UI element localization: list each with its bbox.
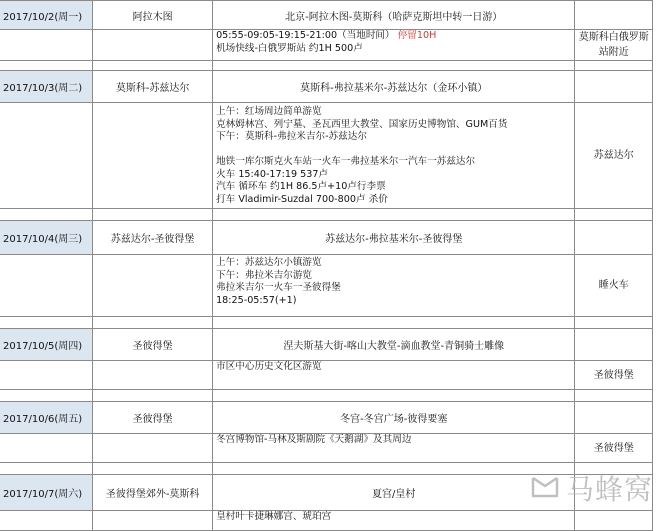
lodging-header-cell <box>575 1 653 30</box>
detail-row <box>0 103 653 209</box>
spacer-row <box>0 61 653 71</box>
empty-cell <box>93 30 213 61</box>
lodging-cell <box>575 511 653 531</box>
route-cell: 苏兹达尔-弗拉基米尔-圣彼得堡 <box>213 221 575 255</box>
detail-cell <box>213 361 575 390</box>
mafengwo-logo-icon <box>530 474 560 503</box>
empty-cell <box>93 511 213 531</box>
empty-cell <box>93 103 213 209</box>
detail-line: 下午：弗拉米吉尔游览 <box>216 269 313 281</box>
lodging-header-cell <box>575 402 653 434</box>
detail-line: 地铁一库尔斯克火车站一火车一弗拉基米尔一汽车一苏兹达尔 <box>216 156 476 167</box>
detail-cell <box>213 434 575 463</box>
day-row <box>0 71 653 103</box>
lodging-cell: 莫斯科白俄罗斯站附近 <box>575 30 653 61</box>
detail-line: 冬宫博物馆-马林及斯剧院《天鹅湖》及其周边 <box>216 434 412 445</box>
detail-line: 弗拉米吉尔一火车一圣彼得堡 <box>216 282 341 293</box>
detail-line: 打车 Vladimir-Suzdal 700-800卢 杀价 <box>216 193 388 205</box>
city-cell: 苏兹达尔-圣彼得堡 <box>93 221 213 255</box>
route-cell: 夏宫/皇村 <box>213 475 575 511</box>
route-cell: 北京-阿拉木图-莫斯科（哈萨克斯坦中转一日游） <box>213 1 575 30</box>
route-cell: 莫斯科-弗拉基米尔-苏兹达尔（金环小镇） <box>213 71 575 103</box>
detail-line: 克林姆林宫、列宁墓、圣瓦西里大教堂、国家历史博物馆、GUM百货 <box>216 118 508 130</box>
route-cell: 涅夫斯基大街-喀山大教堂-滴血教堂-青铜骑士雕像 <box>213 329 575 361</box>
empty-cell <box>93 361 213 390</box>
detail-cell <box>213 511 575 531</box>
day-row <box>0 1 653 30</box>
detail-line: 机场快线-白俄罗斯站 约1H 500卢 <box>216 42 363 54</box>
city-cell: 圣彼得堡 <box>93 329 213 361</box>
day-row <box>0 329 653 361</box>
spacer-row <box>0 209 653 221</box>
lodging-cell: 睡火车 <box>575 255 653 317</box>
detail-line: 皇村叶卡捷琳娜宫、琥珀宫 <box>216 511 332 522</box>
detail-line <box>216 144 571 157</box>
detail-line: 市区中心历史文化区游览 <box>216 361 322 372</box>
watermark <box>530 468 653 508</box>
empty-cell <box>0 30 93 61</box>
lodging-header-cell <box>575 329 653 361</box>
empty-cell <box>93 255 213 317</box>
city-cell: 圣彼得堡 <box>93 402 213 434</box>
empty-cell <box>0 103 93 209</box>
city-cell: 阿拉木图 <box>93 1 213 30</box>
detail-row <box>0 361 653 390</box>
date-cell: 2017/10/3(周二) <box>0 71 93 103</box>
empty-cell <box>0 511 93 531</box>
spacer-row <box>0 317 653 329</box>
detail-line: 18:25-05:57(+1) <box>216 294 297 306</box>
detail-line: 上午：苏兹达尔小镇游览 <box>216 257 322 268</box>
detail-line: 汽车 循环车 约1H 86.5卢+10卢行李票 <box>216 181 386 192</box>
empty-cell <box>0 434 93 463</box>
lodging-header-cell <box>575 221 653 255</box>
date-cell: 2017/10/2(周一) <box>0 1 93 30</box>
date-cell: 2017/10/5(周四) <box>0 329 93 361</box>
detail-line: 下午：莫斯科-弗拉米吉尔-苏兹达尔 <box>216 131 367 142</box>
empty-cell <box>93 434 213 463</box>
detail-row <box>0 255 653 317</box>
detail-cell <box>213 103 575 209</box>
date-cell: 2017/10/4(周三) <box>0 221 93 255</box>
lodging-cell: 苏兹达尔 <box>575 103 653 209</box>
detail-line: 上午：红场周边简单游览 <box>216 106 322 117</box>
watermark-text: 马蜂窝 <box>565 473 653 506</box>
detail-row <box>0 30 653 61</box>
detail-row <box>0 511 653 531</box>
day-row <box>0 221 653 255</box>
detail-line: 火车 15:40-17:19 537卢 <box>216 168 329 180</box>
city-cell: 圣彼得堡郊外-莫斯科 <box>93 475 213 511</box>
day-row <box>0 402 653 434</box>
city-cell: 莫斯科-苏兹达尔 <box>93 71 213 103</box>
lodging-header-cell <box>575 71 653 103</box>
time-text: 05:55-09:05-19:15-21:00（当地时间） <box>216 30 395 41</box>
detail-cell <box>213 255 575 317</box>
detail-row <box>0 434 653 463</box>
detail-cell <box>213 30 575 61</box>
spacer-row <box>0 390 653 402</box>
date-cell: 2017/10/6(周五) <box>0 402 93 434</box>
detail-line <box>216 30 571 43</box>
route-cell: 冬宫-冬宫广场-彼得要塞 <box>213 402 575 434</box>
lodging-cell: 圣彼得堡 <box>575 434 653 463</box>
date-cell: 2017/10/7(周六) <box>0 475 93 511</box>
layover-text: 停留10H <box>397 30 437 41</box>
empty-cell <box>0 361 93 390</box>
lodging-cell: 圣彼得堡 <box>575 361 653 390</box>
empty-cell <box>0 255 93 317</box>
